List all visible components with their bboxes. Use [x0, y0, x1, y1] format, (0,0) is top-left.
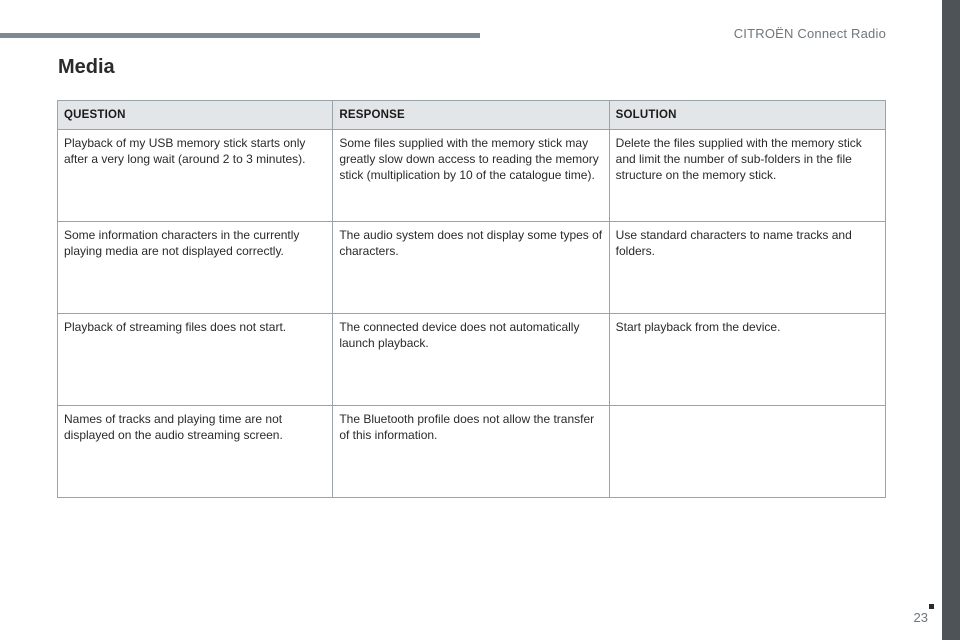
- response-cell: The audio system does not display some types of characters.: [333, 222, 609, 314]
- response-cell: The connected device does not automatically launch playback.: [333, 314, 609, 406]
- column-header-response: RESPONSE: [333, 101, 609, 130]
- page-number: 23: [913, 610, 928, 625]
- column-header-question: QUESTION: [58, 101, 333, 130]
- response-cell: Some files supplied with the memory stick may greatly slow down access to reading the memory stick (multiplication by 10 of the catalogue time).: [333, 130, 609, 222]
- solution-cell: [609, 406, 885, 498]
- question-cell: Playback of streaming files does not start.: [58, 314, 333, 406]
- response-cell: The Bluetooth profile does not allow the transfer of this information.: [333, 406, 609, 498]
- faq-table: [57, 100, 886, 498]
- solution-cell: Start playback from the device.: [609, 314, 885, 406]
- table-row: [58, 406, 886, 498]
- table-row: [58, 130, 886, 222]
- page-marker-square: [929, 604, 934, 609]
- question-cell: Playback of my USB memory stick starts only after a very long wait (around 2 to 3 minutes).: [58, 130, 333, 222]
- side-tab-strip: [942, 0, 960, 640]
- header-accent-bar: [0, 33, 480, 38]
- solution-cell: Use standard characters to name tracks and folders.: [609, 222, 885, 314]
- solution-cell: Delete the files supplied with the memory stick and limit the number of sub-folders in the file structure on the memory stick.: [609, 130, 885, 222]
- running-header-title: CITROËN Connect Radio: [733, 26, 886, 41]
- table-row: [58, 222, 886, 314]
- column-header-solution: SOLUTION: [609, 101, 885, 130]
- section-title: Media: [58, 56, 115, 78]
- question-cell: Some information characters in the currently playing media are not displayed correctly.: [58, 222, 333, 314]
- question-cell: Names of tracks and playing time are not displayed on the audio streaming screen.: [58, 406, 333, 498]
- table-header-row: [58, 101, 886, 130]
- table-row: [58, 314, 886, 406]
